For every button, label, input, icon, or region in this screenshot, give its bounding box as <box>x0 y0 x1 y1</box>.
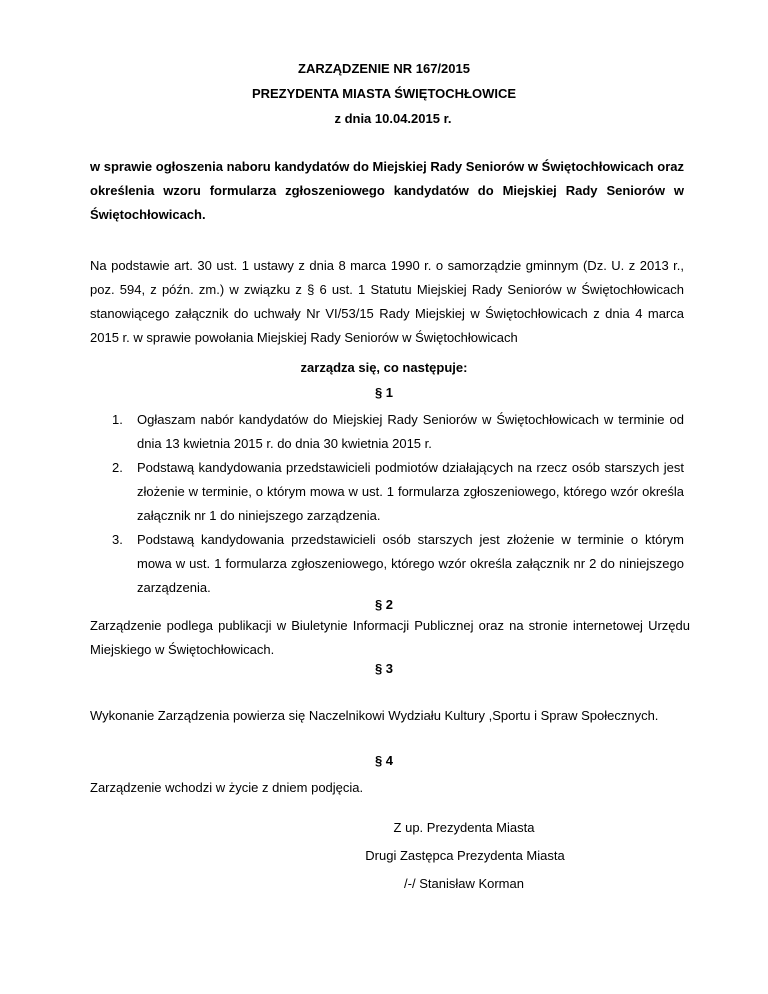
list-item-number: 2. <box>112 460 123 475</box>
list-item <box>90 408 684 456</box>
signature-position: Drugi Zastępca Prezydenta Miasta <box>365 848 565 863</box>
document-date: z dnia 10.04.2015 r. <box>334 111 452 126</box>
list-item <box>90 456 684 528</box>
section-2-text: Zarządzenie podlega publikacji w Biuletynie Informacji Publicznej oraz na stronie internetowej Urzędu Miejskiego w Świętochłowicach. <box>90 618 690 657</box>
list-item-text: Podstawą kandydowania przedstawicieli osób starszych jest złożenie w terminie o którym mowa w ust. 1 formularza zgłoszeniowego, którego wzór określa załącznik nr 2 do niniejszego zarządzenia. <box>137 532 684 595</box>
legal-basis: Na podstawie art. 30 ust. 1 ustawy z dnia 8 marca 1990 r. o samorządzie gminnym (Dz. U. z 2013 r., poz. 594, z późn. zm.) w związku z § 6 ust. 1 Statutu Miejskiej Rady Seniorów w Świętochłowicach stanowiącego załącznik do uchwały Nr VI/53/15 Rady Miejskiej w Świętochłowicach z dnia 4 marca 2015 r. w sprawie powołania Miejskiej Rady Seniorów w Świętochłowicach <box>90 258 684 345</box>
list-item-text: Podstawą kandydowania przedstawicieli podmiotów działających na rzecz osób starszych jest złożenie w terminie, o którym mowa w ust. 1 formularza zgłoszeniowego, którego wzór określa załącznik nr 1 do niniejszego zarządzenia. <box>137 460 684 523</box>
signature-authority: Z up. Prezydenta Miasta <box>393 820 535 835</box>
section-4-heading: § 4 <box>374 753 394 768</box>
decrees-heading: zarządza się, co następuje: <box>300 360 468 375</box>
document-subject: w sprawie ogłoszenia naboru kandydatów do Miejskiej Rady Seniorów w Świętochłowicach oraz określenia wzoru formularza zgłoszeniowego kandydatów do Miejskiej Rady Seniorów w Świętochłowicach. <box>90 159 684 222</box>
section-1-heading: § 1 <box>374 385 394 400</box>
section-3-heading: § 3 <box>374 661 394 676</box>
list-item-text: Ogłaszam nabór kandydatów do Miejskiej Rady Seniorów w Świętochłowicach w terminie od dnia 13 kwietnia 2015 r. do dnia 30 kwietnia 2015 r. <box>137 412 684 451</box>
section-2-heading: § 2 <box>374 597 394 612</box>
list-item-number: 3. <box>112 532 123 547</box>
list-item <box>90 528 684 600</box>
section-3-text: Wykonanie Zarządzenia powierza się Naczelnikowi Wydziału Kultury ,Sportu i Spraw Społecznych. <box>90 708 659 723</box>
document-issuer: PREZYDENTA MIASTA ŚWIĘTOCHŁOWICE <box>251 86 517 101</box>
section-1-list <box>90 408 684 600</box>
list-item-number: 1. <box>112 412 123 427</box>
signature-name: /-/ Stanisław Korman <box>404 876 524 891</box>
document-title: ZARZĄDZENIE NR 167/2015 <box>298 61 470 76</box>
section-4-text: Zarządzenie wchodzi w życie z dniem podjęcia. <box>90 780 364 795</box>
